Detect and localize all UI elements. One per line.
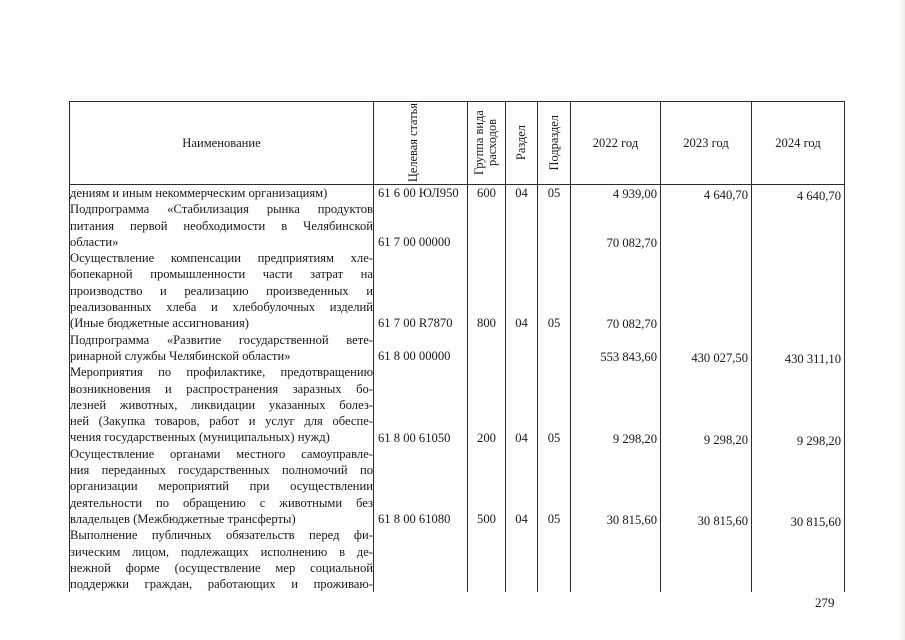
target-cell: 61 7 00 R7870 xyxy=(378,316,453,331)
name-line: Подпрограмма «Развитие государственной вете- xyxy=(70,332,373,347)
header-target: Целевая статья xyxy=(405,103,420,183)
y2024-cell: 9 298,20 xyxy=(796,433,841,448)
name-line: Выполнение публичных обязательств перед фи- xyxy=(70,528,373,543)
name-line: деятельности по обращению с животными без xyxy=(70,495,373,510)
name-line: дениям и иным некоммерческим организациям) xyxy=(70,186,328,200)
target-cell: 61 7 00 00000 xyxy=(378,234,451,249)
y2024-column xyxy=(752,185,845,593)
y2024-cell: 30 815,60 xyxy=(790,515,841,529)
y2024-cell: 4 640,70 xyxy=(796,189,841,203)
header-2024: 2024 год xyxy=(752,102,845,185)
group-cell: 800 xyxy=(477,316,496,331)
section-cell: 04 xyxy=(515,430,528,445)
name-line: области» xyxy=(70,234,119,249)
header-2023: 2023 год xyxy=(661,102,752,185)
y2023-column xyxy=(661,185,752,593)
y2022-cell: 4 939,00 xyxy=(612,187,657,201)
page-number: 279 xyxy=(815,595,835,610)
section-cell: 04 xyxy=(515,316,528,331)
header-group: Группа вида расходов xyxy=(471,110,499,176)
name-line: лезней животных, ликвидации указанных болез- xyxy=(70,397,373,412)
header-section: Раздел xyxy=(514,125,528,161)
target-cell: 61 8 00 61080 xyxy=(378,512,451,526)
subsection-column xyxy=(538,185,571,593)
subsection-cell: 05 xyxy=(547,316,561,331)
name-line: поддержки граждан, работающих и проживаю- xyxy=(70,577,373,592)
name-line: ринарной службы Челябинской области» xyxy=(70,348,291,363)
group-cell: 500 xyxy=(477,512,496,526)
name-line: ния переданных государственных полномочий по xyxy=(70,463,373,478)
header-subsection: Подраздел xyxy=(546,115,561,171)
name-line: реализованных хлеба и хлебобулочных изделий xyxy=(70,300,373,315)
group-column xyxy=(468,185,506,593)
name-line: Осуществление компенсации предприятиям хле- xyxy=(70,251,373,266)
y2023-cell: 4 640,70 xyxy=(703,188,748,202)
target-cell: 61 8 00 00000 xyxy=(378,349,451,363)
target-column xyxy=(374,185,468,593)
y2023-cell: 30 815,60 xyxy=(697,514,748,528)
target-cell: 61 8 00 61050 xyxy=(378,430,451,445)
y2023-cell: 430 027,50 xyxy=(691,351,748,365)
name-column xyxy=(70,185,374,593)
section-column xyxy=(506,185,538,593)
name-line: зическим лицом, подлежащих исполнению в де- xyxy=(70,544,373,559)
subsection-cell: 05 xyxy=(547,512,561,526)
y2022-cell: 30 815,60 xyxy=(606,513,657,527)
name-line: возникновения и распространения заразных бо- xyxy=(70,381,373,396)
name-line: нежной форме (осуществление мер социальной xyxy=(70,560,373,575)
name-line: владельцев (Межбюджетные трансферты) xyxy=(70,511,296,526)
y2022-cell: 9 298,20 xyxy=(612,431,657,446)
name-line: Осуществление органами местного самоуправле- xyxy=(70,446,373,461)
name-line: ней (Закупка товаров, работ и услуг для обеспе- xyxy=(70,414,373,429)
name-line: организации мероприятий при осуществлении xyxy=(70,479,373,494)
scan-edge xyxy=(899,0,905,640)
name-line: питания первой необходимости в Челябинской xyxy=(70,218,373,233)
group-cell: 600 xyxy=(477,186,496,200)
name-line: (Иные бюджетные ассигнования) xyxy=(70,316,249,331)
y2023-cell: 9 298,20 xyxy=(703,432,748,447)
header-row xyxy=(70,102,845,185)
name-line: чения государственных (муниципальных) нужд) xyxy=(70,430,330,445)
y2022-cell: 70 082,70 xyxy=(606,235,657,250)
y2024-cell: 430 311,10 xyxy=(784,352,841,366)
y2022-cell: 70 082,70 xyxy=(606,317,657,332)
table-body-row xyxy=(70,185,845,593)
budget-table xyxy=(69,101,845,592)
name-line: Мероприятия по профилактике, предотвращению xyxy=(70,365,373,380)
section-cell: 04 xyxy=(515,512,528,526)
y2022-cell: 553 843,60 xyxy=(600,350,657,364)
group-cell: 200 xyxy=(477,430,496,445)
name-line: бопекарной промышленности части затрат на xyxy=(70,267,373,282)
target-cell: 61 6 00 ЮЛ950 xyxy=(378,186,459,200)
subsection-cell: 05 xyxy=(547,430,561,445)
header-name: Наименование xyxy=(70,102,374,185)
name-line: производство и реализацию произведенных и xyxy=(70,283,373,298)
header-2022: 2022 год xyxy=(571,102,661,185)
name-line: Подпрограмма «Стабилизация рынка продуктов xyxy=(70,202,373,217)
y2022-column xyxy=(571,185,661,593)
section-cell: 04 xyxy=(515,186,528,200)
subsection-cell: 05 xyxy=(547,186,561,200)
